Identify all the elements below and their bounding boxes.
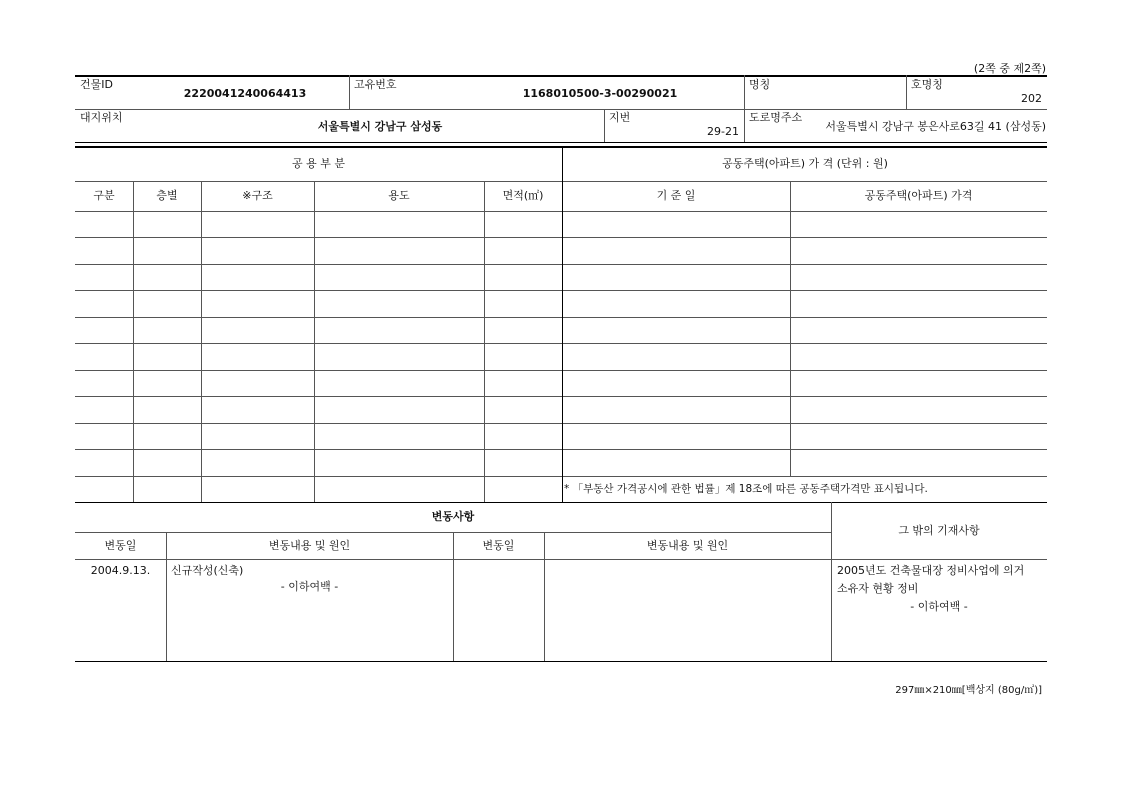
building-id-label: 건물ID	[80, 78, 113, 91]
table-top-border	[75, 146, 1047, 148]
col-area: 면적(㎡)	[502, 189, 544, 202]
paper-spec-footer: 297㎜×210㎜[백상지 (80g/㎡)]	[895, 685, 1042, 696]
col-base-date: 기 준 일	[656, 189, 696, 202]
col-change-content-1: 변동내용 및 원인	[268, 539, 351, 552]
unique-no-label: 고유번호	[354, 78, 397, 91]
price-note: * 「부동산 가격공시에 관한 법률」제 18조에 따른 공동주택가격만 표시됩니다.	[564, 483, 928, 495]
other-line-2: 소유자 현황 정비	[837, 582, 919, 595]
lot-no-value: 29-21	[707, 125, 739, 138]
price-section-title: 공동주택(아파트) 가 격 (단위 : 원)	[722, 157, 888, 170]
site-location-label: 대지위치	[80, 111, 123, 124]
col-change-date-1: 변동일	[104, 539, 137, 552]
changes-bottom-border	[75, 661, 1047, 662]
other-line-1: 2005년도 건축물대장 정비사업에 의거	[837, 564, 1025, 577]
col-structure: ※구조	[242, 189, 273, 202]
name-label: 명칭	[749, 78, 771, 91]
road-address-value: 서울특별시 강남구 봉은사로63길 41 (삼성동)	[825, 120, 1046, 133]
change-entry-content: 신규작성(신축)	[171, 564, 244, 577]
common-section-title: 공 용 부 분	[292, 157, 345, 170]
unit-name-value: 202	[1021, 92, 1042, 105]
page-indicator: (2쪽 중 제2쪽)	[973, 62, 1046, 75]
change-entry-sub: - 이하여백 -	[280, 580, 339, 593]
building-id-value: 2220041240064413	[183, 87, 307, 100]
change-entry-date: 2004.9.13.	[90, 564, 151, 577]
header-mid-border	[75, 109, 1047, 110]
col-floor: 층별	[156, 189, 178, 202]
col-division: 구분	[93, 189, 115, 202]
header-top-border	[75, 75, 1047, 77]
col-usage: 용도	[388, 189, 410, 202]
site-location-value: 서울특별시 강남구 삼성동	[317, 120, 443, 133]
unique-no-value: 1168010500-3-00290021	[522, 87, 678, 100]
col-price: 공동주택(아파트) 가격	[864, 189, 973, 202]
other-line-3: - 이하여백 -	[910, 600, 968, 613]
road-address-label: 도로명주소	[749, 111, 803, 124]
col-change-date-2: 변동일	[482, 539, 515, 552]
lot-no-label: 지번	[609, 111, 631, 124]
col-change-content-2: 변동내용 및 원인	[646, 539, 729, 552]
header-bottom-border	[75, 142, 1047, 143]
unit-name-label: 호명칭	[911, 78, 943, 91]
changes-title: 변동사항	[431, 510, 475, 523]
other-title: 그 밖의 기재사항	[898, 524, 980, 537]
